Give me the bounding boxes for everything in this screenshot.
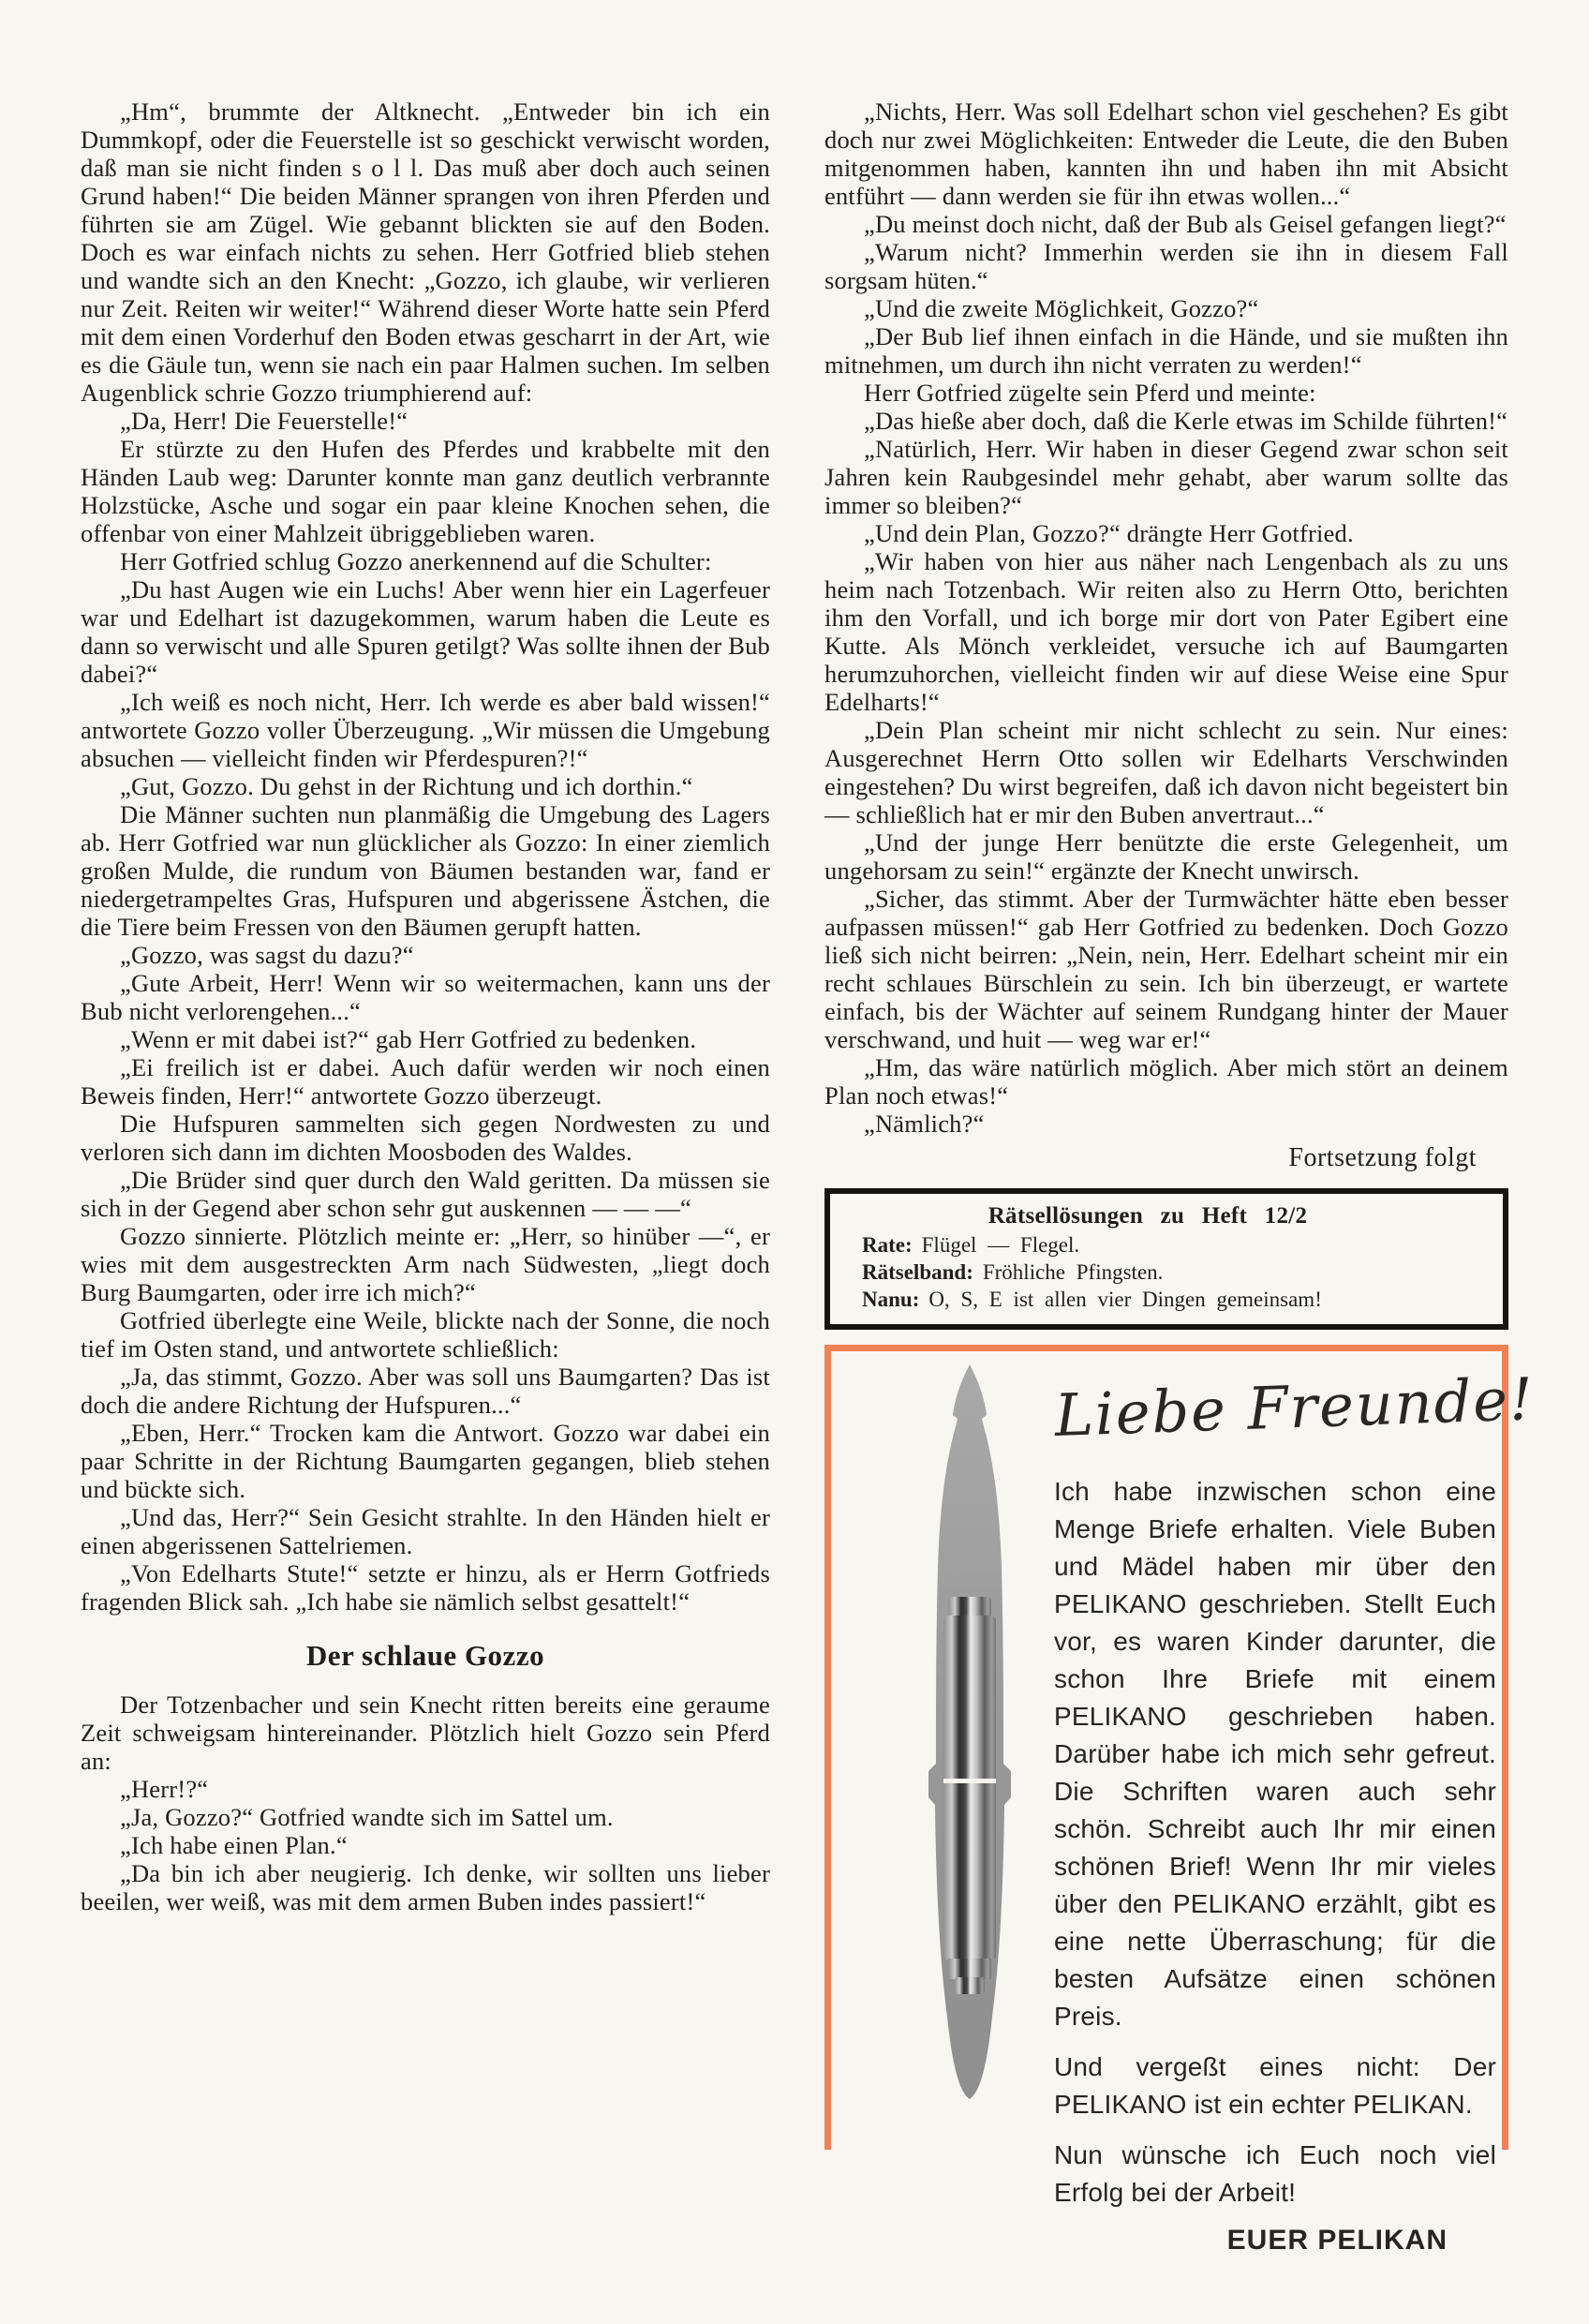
continuation-note: Fortsetzung folgt [1288,1143,1477,1172]
story-paragraph: „Und die zweite Möglichkeit, Gozzo?“ [864,294,1259,322]
story-paragraph: „Wir haben von hier aus näher nach Lengenbach als zu uns heim nach Totzenbach. Wir reiten also zu Herrn Otto, berichten ihm den Vorfall, und ich borge mir dort von Pater Egibert eine Kutte. Als Mönch verkleidet, versuche ich auf Baumgarten herumzuhorchen, vielleicht finden wir auf diese Weise eine Spur Edelharts!“ [824,547,1508,716]
story-column-left [81,97,770,1915]
story-paragraph: „Herr!?“ [120,1775,209,1803]
story-paragraph: „Der Bub lief ihnen einfach in die Hände, und sie mußten ihn mitnehmen, um durch ihn nicht verraten zu werden!“ [824,322,1508,379]
ad-paragraph: Und vergeßt eines nicht: Der PELIKANO ist ein echter PELIKAN. [1054,2052,1496,2119]
story-paragraph: „Nämlich?“ [864,1110,985,1138]
story-paragraph: „Hm“, brummte der Altknecht. „Entweder bin ich ein Dummkopf, oder die Feuerstelle ist so geschickt verwischt worden, daß man sie nicht finden s o l l. Das muß aber doch auch seinen Grund haben!“ Die beiden Männer sprangen von ihren Pferden und führten sie am Zügel. Wie gebannt blickten sie auf den Boden. Doch es war einfach nichts zu sehen. Herr Gotfried blieb stehen und wandte sich an den Knecht: „Gozzo, ich glaube, wir verlieren nur Zeit. Reiten wir weiter!“ Während dieser Worte hatte sein Pferd mit dem einen Vorderhuf den Boden etwas gescharrt in der Art, wie es die Gäule tun, wenn sie nach ein paar Halmen suchen. Im selben Augenblick schrie Gozzo triumphierend auf: [81,97,770,407]
story-paragraph: Herr Gotfried schlug Gozzo anerkennend auf die Schulter: [120,547,712,575]
pelikan-ad-text [1053,1364,1537,2257]
solution-label: Rätselband: [862,1260,973,1284]
story-paragraph: „Sicher, das stimmt. Aber der Turmwächter hätte eben besser aufpassen müssen!“ gab Herr Gotfried zu bedenken. Doch Gozzo ließ sich nicht beirren: „Nein, nein, Herr. Edelhart scheint mir ein recht schlaues Bürschlein zu sein. Ich bin überzeugt, er wartete einfach, bis der Wächter auf seinem Rundgang hinter der Mauer verschwand, und huit — weg war er!“ [824,885,1508,1053]
story-paragraph: Gozzo sinnierte. Plötzlich meinte er: „Herr, so hinüber —“, er wies mit dem ausgestreckten Arm nach Südwesten, „liegt doch Burg Baumgarten, oder irre ich mich?“ [81,1222,770,1306]
story-paragraph: Gotfried überlegte eine Weile, blickte nach der Sonne, die noch tief im Osten stand, und antwortete schließlich: [81,1306,770,1363]
story-paragraph: „Nichts, Herr. Was soll Edelhart schon viel geschehen? Es gibt doch nur zwei Möglichkeiten: Entweder die Leute, die den Buben mitgenommen haben, kannten ihn und haben ihn mit Absicht entführt — dann werden sie für ihn etwas wollen...“ [824,97,1508,210]
solution-text: Flügel — Flegel. [921,1233,1080,1257]
story-paragraph: „Wenn er mit dabei ist?“ gab Herr Gotfried zu bedenken. [120,1025,697,1053]
solution-label: Nanu: [862,1288,920,1311]
story-paragraph: „Ich weiß es noch nicht, Herr. Ich werde es aber bald wissen!“ antwortete Gozzo voller Überzeugung. „Wir müssen die Umgebung absuchen — vielleicht finden wir Pferdespuren?!“ [81,688,770,772]
story-paragraph: „Die Brüder sind quer durch den Wald geritten. Da müssen sie sich in der Gegend aber schon sehr gut auskennen — — —“ [81,1166,770,1222]
story-paragraph: Herr Gotfried zügelte sein Pferd und meinte: [864,379,1316,407]
story-column-right [824,97,1537,2256]
story-paragraph: „Das hieße aber doch, daß die Kerle etwas im Schilde führten!“ [864,407,1508,435]
solutions-list [862,1231,1490,1313]
story-paragraph: „Du hast Augen wie ein Luchs! Aber wenn hier ein Lagerfeuer war und Edelhart ist dazugekommen, warum haben die Leute es dann so verwischt und alle Spuren getilgt? Was sollte ihnen der Bub dabei?“ [81,575,770,688]
story-paragraph: „Dein Plan scheint mir nicht schlecht zu sein. Nur eines: Ausgerechnet Herrn Otto sollen wir Edelharts Verschwinden eingestehen? Du wirst begreifen, daß ich davon nicht begeistert bin — schließlich hat er mir den Buben anvertraut...“ [824,716,1508,828]
story-paragraph: „Von Edelharts Stute!“ setzte er hinzu, als er Herrn Gotfrieds fragenden Blick sah. „Ich habe sie nämlich selbst gesattelt!“ [81,1559,770,1616]
ad-paragraph: Nun wünsche ich Euch noch viel Erfolg bei der Arbeit! [1054,2140,1496,2207]
ad-headline-script: Liebe Freunde! [1053,1364,1537,1450]
story-paragraph: „Gut, Gozzo. Du gehst in der Richtung und ich dorthin.“ [120,772,693,800]
story-paragraph: „Gute Arbeit, Herr! Wenn wir so weitermachen, kann uns der Bub nicht verlorengehen...“ [81,969,770,1025]
solution-label: Rate: [862,1233,913,1257]
story-paragraph: „Ich habe einen Plan.“ [120,1831,348,1859]
ad-paragraph: Ich habe inzwischen schon eine Menge Briefe erhalten. Viele Buben und Mädel haben mir über den PELIKANO geschrieben. Stellt Euch vor, es waren Kinder darunter, die schon Ihre Briefe mit einem PELIKANO geschrieben haben. Darüber habe ich mich sehr gefreut. Die Schriften waren auch sehr schön. Schreibt auch Ihr mir einen schönen Brief! Wenn Ihr mir vieles über den PELIKANO erzählt, gibt es eine nette Überraschung; für die besten Aufsätze einen schönen Preis. [1054,1477,1496,2031]
story-paragraph: „Warum nicht? Immerhin werden sie ihn in diesem Fall sorgsam hüten.“ [824,238,1508,294]
story-paragraph: „Natürlich, Herr. Wir haben in dieser Gegend zwar schon seit Jahren kein Raubgesindel mehr gehabt, aber warum sollte das immer so bleiben?“ [824,435,1508,519]
story-paragraph: „Ja, Gozzo?“ Gotfried wandte sich im Sattel um. [120,1803,614,1831]
solution-text: Fröhliche Pfingsten. [982,1260,1164,1284]
story-paragraph: Die Hufspuren sammelten sich gegen Nordwesten zu und verloren sich dann im dichten Moosboden des Waldes. [81,1110,770,1166]
story-paragraph: „Und das, Herr?“ Sein Gesicht strahlte. In den Händen hielt er einen abgerissenen Sattelriemen. [81,1503,770,1559]
fountain-pen-icon [889,1361,1050,2110]
story-paragraph: „Da bin ich aber neugierig. Ich denke, wir sollten uns lieber beeilen, wer weiß, was mit dem armen Buben indes passiert!“ [81,1859,770,1915]
story-paragraph: Er stürzte zu den Hufen des Pferdes und krabbelte mit den Händen Laub weg: Darunter konnte man ganz deutlich verbrannte Holzstücke, Asche und sogar ein paar kleine Knochen sehen, die offenbar von einer Mahlzeit übriggeblieben waren. [81,435,770,547]
story-paragraph: Die Männer suchten nun planmäßig die Umgebung des Lagers ab. Herr Gotfried war nun glücklicher als Gozzo: In einer ziemlich großen Mulde, die rundum von Bäumen bestanden war, fand er niedergetrampeltes Gras, Hufspuren und abgerissene Ästchen, die die Tiere beim Fressen von den Bäumen gerupft hatten. [81,800,770,941]
pelikan-ad [824,1345,1537,2256]
story-paragraph: „Eben, Herr.“ Trocken kam die Antwort. Gozzo war dabei ein paar Schritte in der Richtung Baumgarten gegangen, blieb stehen und bückte sich. [81,1419,770,1503]
ad-paragraphs [1054,1473,1496,2212]
story-paragraph: „Ja, das stimmt, Gozzo. Aber was soll uns Baumgarten? Das ist doch die andere Richtung der Hufspuren...“ [81,1363,770,1419]
ad-signature: EUER PELIKAN [1226,2225,1448,2256]
pen-barrel [943,1597,996,1994]
solution-line [862,1259,1490,1286]
story-paragraph: „Ei freilich ist er dabei. Auch dafür werden wir noch einen Beweis finden, Herr!“ antwortete Gozzo überzeugt. [81,1053,770,1110]
story-paragraph: „Da, Herr! Die Feuerstelle!“ [120,407,408,435]
story-paragraph: „Gozzo, was sagst du dazu?“ [120,941,414,969]
story-text-right [824,97,1508,1138]
section-heading: Der schlaue Gozzo [305,1639,545,1672]
story-paragraph: „Und dein Plan, Gozzo?“ drängte Herr Gotfried. [864,519,1354,547]
story-paragraph: Der Totzenbacher und sein Knecht ritten bereits eine geraume Zeit schweigsam hintereinander. Plötzlich hielt Gozzo sein Pferd an: [81,1691,770,1775]
solution-line [862,1286,1490,1313]
puzzle-solutions-box [824,1188,1508,1330]
story-paragraph: „Du meinst doch nicht, daß der Bub als Geisel gefangen liegt?“ [864,210,1507,238]
solutions-title: Rätsellösungen zu Heft 12/2 [988,1203,1308,1229]
solution-line [862,1231,1490,1259]
story-paragraph: „Und der junge Herr benützte die erste Gelegenheit, um ungehorsam zu sein!“ ergänzte der Knecht unwirsch. [824,828,1508,885]
story-paragraph: „Hm, das wäre natürlich möglich. Aber mich stört an deinem Plan noch etwas!“ [824,1053,1508,1110]
solution-text: O, S, E ist allen vier Dingen gemeinsam! [928,1288,1322,1311]
